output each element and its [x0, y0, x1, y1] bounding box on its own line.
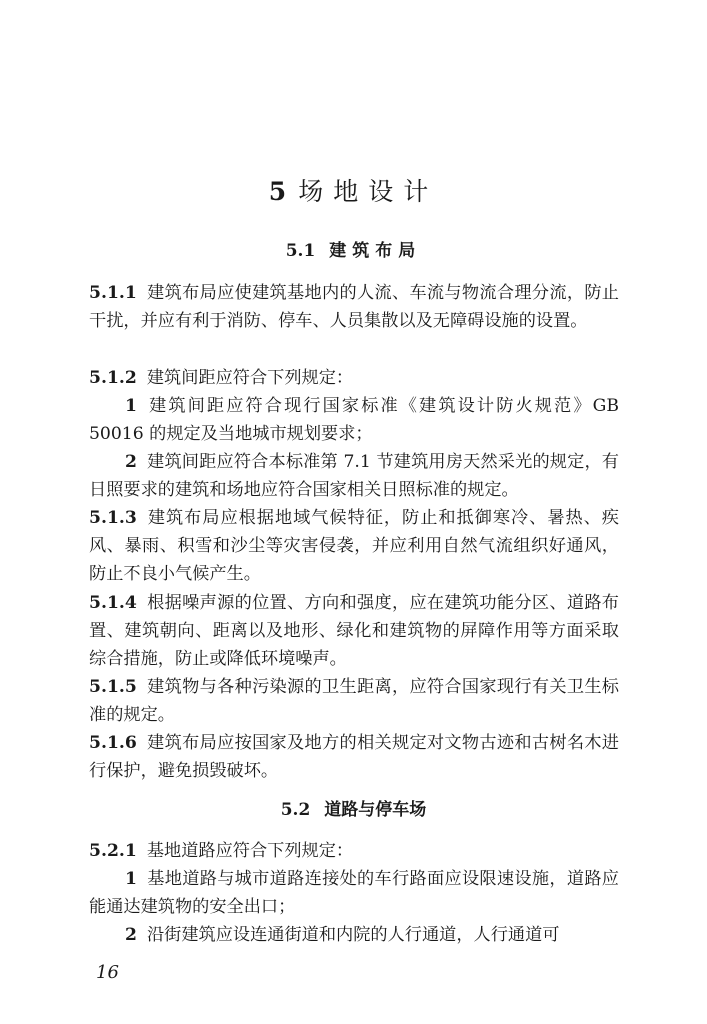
section-title-text: 道路与停车场: [324, 800, 427, 820]
clause-number: 5.2.1: [89, 841, 137, 861]
clause-5-2-1: [89, 837, 619, 865]
clause-5-2-1-item-2: [89, 921, 619, 949]
clause-text: 根据噪声源的位置、方向和强度，应在建筑功能分区、道路布置、建筑朝向、距离以及地形、绿化和建筑物的屏障作用等方面采取综合措施，防止或降低环境噪声。: [89, 593, 619, 669]
chapter-number: 5: [268, 177, 287, 206]
chapter-title-text: 场地设计: [298, 177, 439, 206]
item-text: 建筑间距应符合现行国家标准《建筑设计防火规范》GB 50016 的规定及当地城市规划要求；: [89, 396, 619, 444]
section-title-5-1: [0, 236, 707, 261]
page-number: 16: [96, 962, 119, 983]
section-title-text: 建筑布局: [329, 241, 422, 261]
clause-number: 5.1.4: [89, 593, 137, 613]
clause-text: 建筑物与各种污染源的卫生距离，应符合国家现行有关卫生标准的规定。: [89, 677, 619, 725]
chapter-title: [0, 172, 707, 208]
clause-number: 5.1.3: [89, 508, 137, 528]
item-number: 2: [125, 925, 137, 945]
clause-5-1-1: [89, 279, 619, 335]
item-number: 2: [125, 452, 137, 472]
section-number: 5.2: [280, 800, 311, 820]
item-number: 1: [125, 396, 137, 416]
clause-text: 建筑布局应使建筑基地内的人流、车流与物流合理分流，防止干扰，并应有利于消防、停车、人员集散以及无障碍设施的设置。: [89, 283, 619, 331]
clause-number: 5.1.2: [89, 368, 137, 388]
clause-text: 建筑布局应根据地域气候特征，防止和抵御寒冷、暑热、疾风、暴雨、积雪和沙尘等灾害侵袭，并应利用自然气流组织好通风，防止不良小气候产生。: [89, 508, 619, 584]
item-text: 基地道路与城市道路连接处的车行路面应设限速设施，道路应能通达建筑物的安全出口；: [89, 869, 619, 917]
item-text: 沿街建筑应设连通街道和内院的人行通道，人行通道可: [146, 925, 560, 945]
clause-5-2-1-item-1: [89, 865, 619, 921]
clause-text: 建筑布局应按国家及地方的相关规定对文物古迹和古树名木进行保护，避免损毁破坏。: [89, 733, 619, 781]
clause-5-1-2-item-2: [89, 448, 619, 504]
section-title-5-2: [0, 795, 707, 820]
clause-5-1-5: [89, 673, 619, 729]
clause-text: 建筑间距应符合下列规定：: [146, 368, 354, 388]
clause-text: 基地道路应符合下列规定：: [146, 841, 354, 861]
clause-5-1-6: [89, 729, 619, 785]
clause-5-1-4: [89, 589, 619, 673]
clause-5-1-3: [89, 504, 619, 588]
clause-5-1-2: [89, 364, 619, 392]
item-text: 建筑间距应符合本标准第 7.1 节建筑用房天然采光的规定，有日照要求的建筑和场地应符合国家相关日照标准的规定。: [89, 452, 619, 500]
clause-number: 5.1.1: [89, 283, 137, 303]
item-number: 1: [125, 869, 137, 889]
clause-number: 5.1.5: [89, 677, 137, 697]
section-number: 5.1: [285, 241, 316, 261]
clause-5-1-2-item-1: [89, 392, 619, 448]
clause-number: 5.1.6: [89, 733, 137, 753]
